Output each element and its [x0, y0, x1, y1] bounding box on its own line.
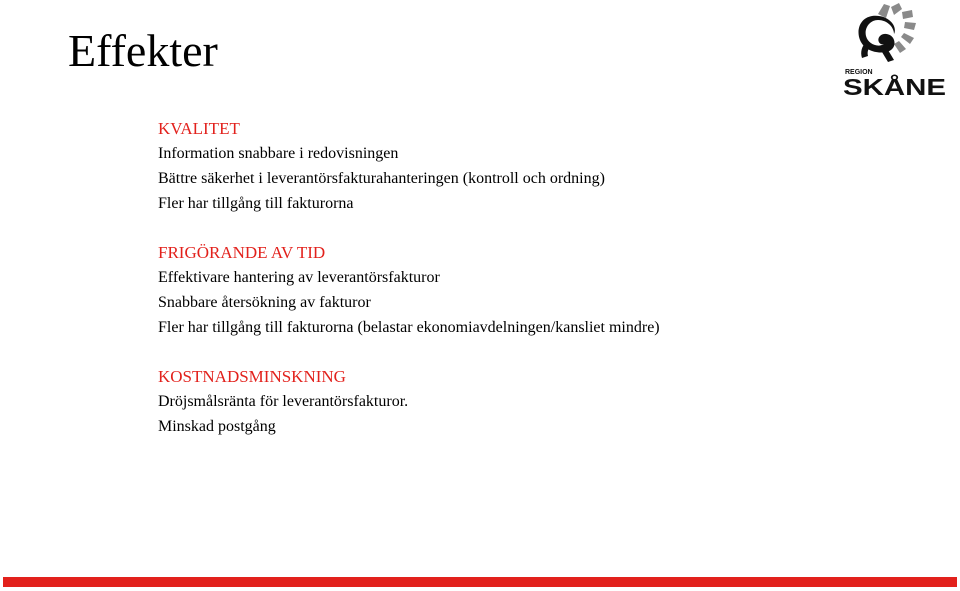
section-kvalitet — [158, 116, 938, 216]
bullet-line: Fler har tillgång till fakturorna (belastar ekonomiavdelningen/kansliet mindre) — [158, 319, 660, 336]
logo-region-text: REGION — [845, 69, 873, 76]
slide-title: Effekter — [68, 25, 218, 76]
section-heading: KVALITET — [158, 119, 240, 138]
bullet-line: Bättre säkerhet i leverantörsfakturahanteringen (kontroll och ordning) — [158, 170, 605, 187]
bullet-line: Minskad postgång — [158, 418, 276, 435]
bullet-line: Information snabbare i redovisningen — [158, 145, 399, 162]
region-skane-logo — [842, 2, 948, 98]
section-kostnadsminskning — [158, 364, 938, 439]
section-heading: KOSTNADSMINSKNING — [158, 367, 346, 386]
footer-accent-bar — [3, 577, 957, 587]
bullet-line: Effektivare hantering av leverantörsfakturor — [158, 269, 440, 286]
bullet-line: Dröjsmålsränta för leverantörsfakturor. — [158, 393, 409, 410]
bullet-line: Snabbare återsökning av fakturor — [158, 294, 371, 311]
bullet-line: Fler har tillgång till fakturorna — [158, 195, 354, 212]
slide-content — [158, 116, 938, 463]
section-heading: FRIGÖRANDE AV TID — [158, 243, 326, 262]
logo-skane-text: SKÅNE — [843, 74, 924, 98]
section-frigorande-av-tid — [158, 240, 938, 340]
griffin-icon — [842, 2, 948, 98]
